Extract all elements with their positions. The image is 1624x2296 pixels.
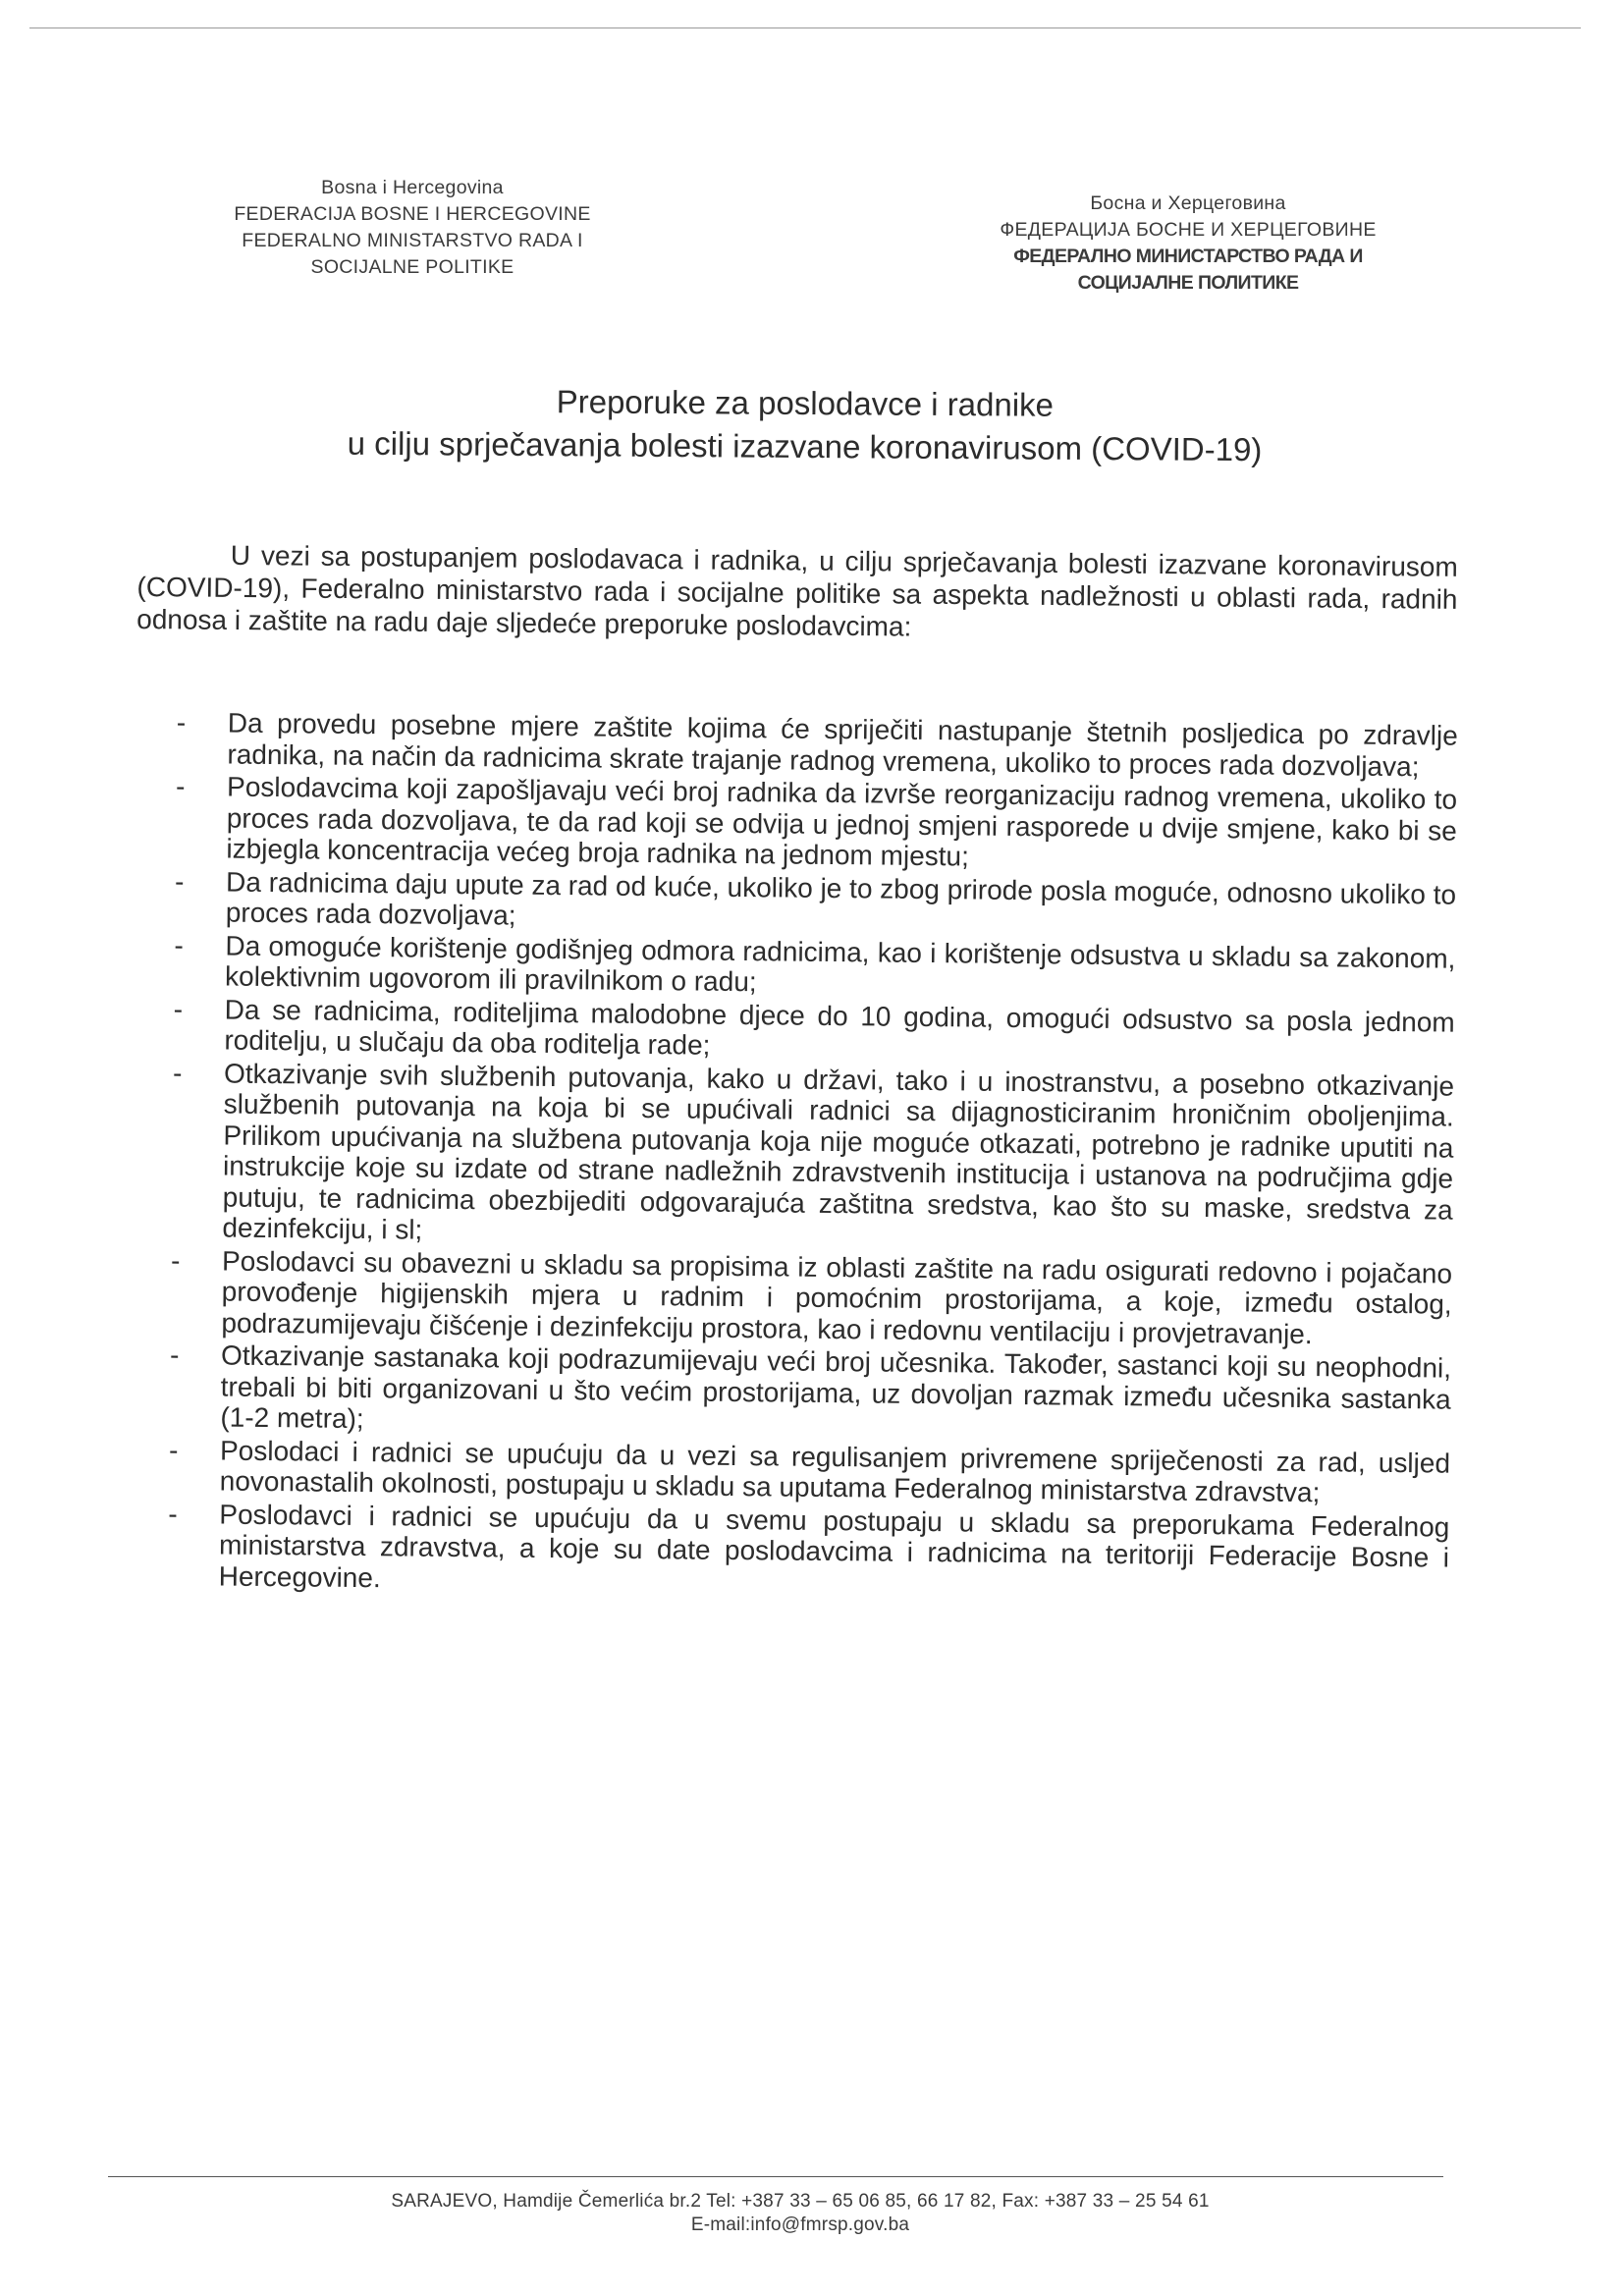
list-bullet: - [170, 1244, 181, 1276]
footer-divider [108, 2176, 1443, 2177]
letterhead-ministry-cyrillic-1: ФЕДЕРАЛНО МИНИСТАРСТВО РАДА И [1013, 246, 1363, 267]
letterhead-country-latin: Bosna i Hercegovina [321, 177, 504, 198]
list-item [174, 929, 1456, 1005]
list-bullet: - [174, 865, 185, 897]
list-item [175, 865, 1457, 941]
letterhead-federation-latin: FEDERACIJA BOSNE I HERCEGOVINE [234, 203, 591, 225]
list-item [175, 771, 1457, 877]
list-item [170, 1244, 1452, 1350]
list-item-text: Poslodavci su obavezni u skladu sa propisima iz oblasti zaštite na radu osigurati redovno i pojačano provođenje higijenskih mjera u radnim i pomoćnim prostorijama, a koje, između ostalog, podrazumijevaju čišćenje i dezinfekciju prostora, kao i redovnu ventilaciju i provjetravanje. [221, 1245, 1453, 1349]
list-bullet: - [175, 770, 186, 802]
list-item [168, 1498, 1450, 1604]
letterhead-federation-cyrillic: ФЕДЕРАЦИЈА БОСНЕ И ХЕРЦЕГОВИНЕ [1000, 219, 1377, 241]
list-bullet: - [172, 1057, 183, 1088]
letterhead-country-cyrillic: Босна и Херцеговина [1090, 192, 1286, 214]
list-bullet: - [173, 993, 184, 1024]
letterhead-ministry-cyrillic-2: СОЦИЈАЛНЕ ПОЛИТИКЕ [1077, 272, 1299, 294]
letterhead-ministry-latin-2: SOCIJALNE POLITIKE [310, 256, 514, 278]
list-item-text: Otkazivanje sastanaka koji podrazumijevaju veći broj učesnika. Također, sastanci koji su neophodni, trebali bi biti organizovani u što većim prostorijama, uz dovoljan razmak između učesnika sastanka (1-2 metra); [220, 1339, 1452, 1435]
top-scan-edge-line [29, 27, 1581, 28]
list-bullet: - [174, 929, 184, 960]
list-item [176, 707, 1458, 783]
list-item-text: Da radnicima daju upute za rad od kuće, ukoliko je to zbog prirode posla moguće, odnosno ukoliko to proces rada dozvoljava; [225, 866, 1457, 931]
list-item-text: Da se radnicima, roditeljima malodobne djece do 10 godina, omogući odsustvo sa posla jednom roditelju, u slučaju da oba roditelja rade; [224, 994, 1455, 1061]
list-item [171, 1057, 1454, 1256]
letterhead-cyrillic [967, 191, 1409, 297]
footer-contact [226, 2190, 1375, 2237]
list-item-text: Poslodaci i radnici se upućuju da u vezi sa regulisanjem privremene spriječenosti za rad, usljed novonastalih okolnosti, postupaju u skladu sa uputama Federalnog ministarstva zdravstva; [219, 1435, 1451, 1508]
letterhead-latin [191, 175, 633, 281]
list-bullet: - [176, 707, 187, 738]
list-item-text: Poslodavcima koji zapošljavaju veći broj radnika da izvrše reorganizaciju radnog vremena, ukoliko to proces rada dozvoljava, te da rad koji se odvija u jednoj smjeni rasporede u dvije smjene, kako bi se izbjegla koncentracija većeg broja radnika na jednom mjestu; [226, 771, 1458, 872]
list-item [173, 993, 1455, 1068]
intro-text: U vezi sa postupanjem poslodavaca i radnika, u cilju sprječavanja bolesti izazvane koronavirusom (COVID-19), Federalno ministarstvo rada i socijalne politike sa aspekta nadležnosti u oblasti rada, radnih odnosa i zaštite na radu daje sljedeće preporuke poslodavcima: [136, 539, 1458, 642]
document-title-line-1: Preporuke za poslodavce i radnike [556, 383, 1055, 423]
letterhead-ministry-latin-1: FEDERALNO MINISTARSTVO RADA I [242, 230, 583, 251]
footer-email: E-mail:info@fmrsp.gov.ba [690, 2214, 910, 2235]
list-item-text: Da provedu posebne mjere zaštite kojima će spriječiti nastupanje štetnih posljedica po zdravlje radnika, na način da radnicima skrate trajanje radnog vremena, ukoliko to proces rada dozvoljava; [227, 707, 1458, 782]
document-title [244, 378, 1365, 472]
list-item-text: Da omoguće korištenje godišnjeg odmora radnicima, kao i korištenje odsustva u skladu sa zakonom, kolektivnim ugovorom ili pravilnikom o radu; [224, 930, 1456, 998]
intro-paragraph [136, 538, 1458, 648]
list-bullet: - [169, 1339, 180, 1371]
list-item [169, 1434, 1451, 1509]
recommendations-list [168, 707, 1458, 1607]
list-bullet: - [168, 1434, 179, 1465]
list-bullet: - [168, 1498, 178, 1529]
list-item [169, 1339, 1451, 1446]
list-item-text: Otkazivanje svih službenih putovanja, kako u državi, tako i u inostranstvu, a posebno otkazivanje službenih putovanja na koja bi se upućivali radnici sa dijagnosticiranim hroničnim oboljenjima. Prilikom upućivanja na službena putovanja koja nije moguće otkazati, potrebno je radnike uputiti na instrukcije koje su izdate od strane nadležnih zdravstvenih institucija i ustanova na područjima gdje putuju, te radnicima obezbijediti odgovarajuća zaštitna sredstva, kao što su maske, sredstva za dezinfekciju, i sl; [222, 1058, 1455, 1245]
document-title-line-2: u cilju sprječavanja bolesti izazvane koronavirusom (COVID-19) [347, 424, 1263, 468]
list-item-text: Poslodavci i radnici se upućuju da u svemu postupaju u skladu sa preporukama Federalnog ministarstva zdravstva, a koje su date poslodavcima i radnicima na teritoriji Federacije Bosne i Hercegovine. [218, 1499, 1450, 1593]
footer-address: SARAJEVO, Hamdije Čemerlića br.2 Tel: +387 33 – 65 06 85, 66 17 82, Fax: +387 33 – 25 54 61 [391, 2191, 1210, 2212]
